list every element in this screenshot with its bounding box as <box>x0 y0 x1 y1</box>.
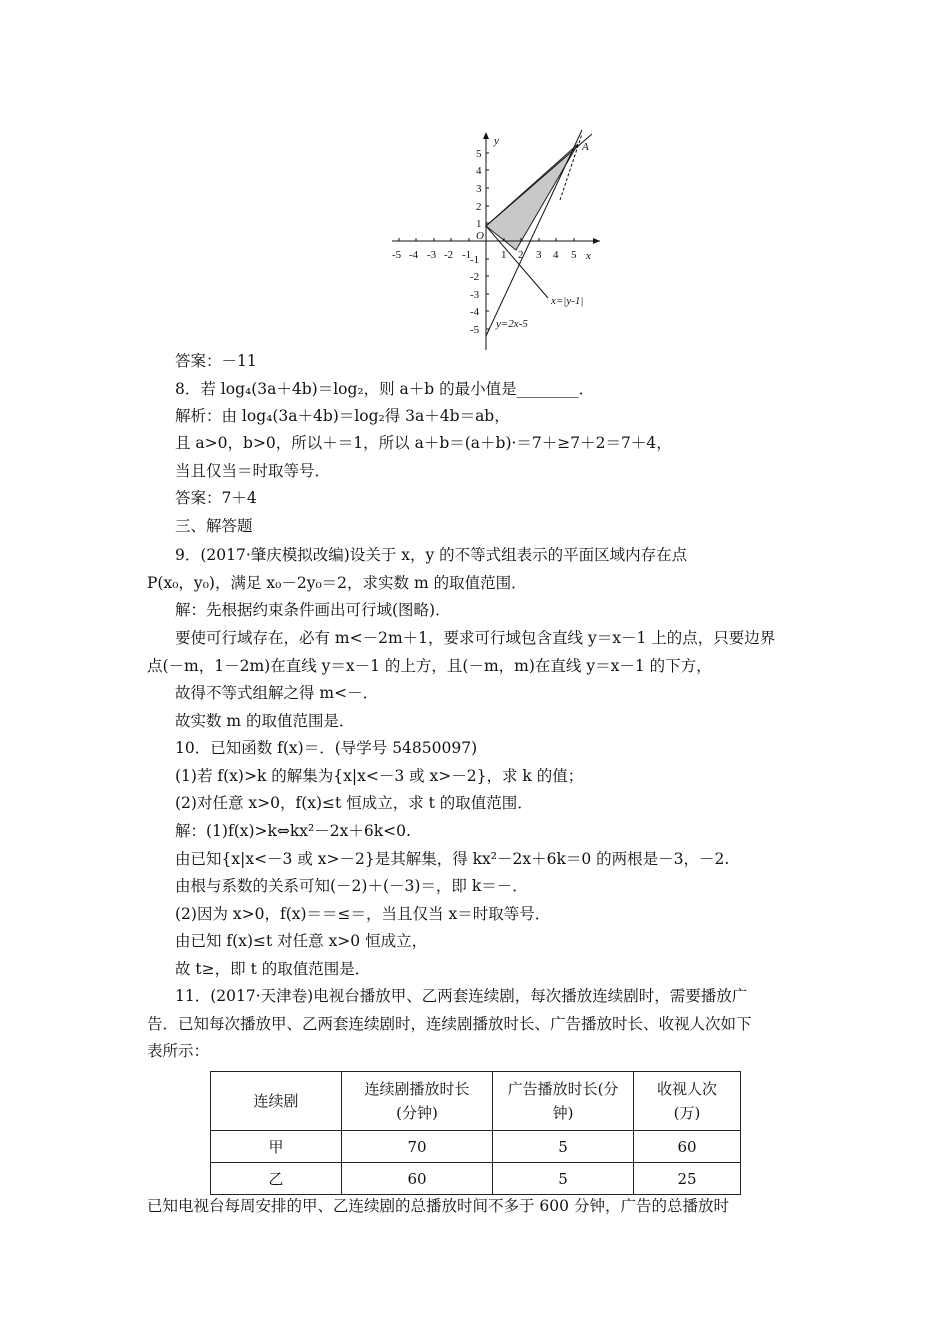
solution-10-line6: 故 t≥，即 t 的取值范围是． <box>175 960 371 978</box>
problem-11-line4: 已知电视台每周安排的甲、乙连续剧的总播放时间不多于 600 分钟，广告的总播放时 <box>147 1197 729 1215</box>
table-cell: 乙 <box>211 1163 342 1195</box>
solution-10-line4: (2)因为 x>0，f(x)＝＝≤＝，当且仅当 x＝时取等号． <box>175 905 551 923</box>
table-cell: 25 <box>634 1163 741 1195</box>
solution-8-line1: 解析：由 log₄(3a＋4b)＝log₂得 3a＋4b＝ab， <box>175 407 510 425</box>
table-cell: 70 <box>342 1131 493 1163</box>
graph-svg <box>388 122 608 352</box>
table-header-row <box>211 1072 741 1131</box>
solution-9-line4: 故得不等式组解之得 m<－． <box>175 684 379 702</box>
x-tick: -1 <box>462 249 472 261</box>
point-a-label: A <box>582 141 589 153</box>
solution-9-line3: 点(－m，1－2m)在直线 y＝x－1 的上方，且(－m，m)在直线 y＝x－1 的下方， <box>147 657 712 675</box>
origin-label: O <box>476 230 484 242</box>
problem-10-part1: (1)若 f(x)>k 的解集为{x|x<－3 或 x>－2}，求 k 的值； <box>175 767 584 785</box>
solution-10-line2: 由已知{x|x<－3 或 x>－2}是其解集，得 kx²－2x＋6k＝0 的两根是－3，－2. <box>175 850 730 868</box>
curve-label-abs: x=|y-1| <box>551 295 584 307</box>
table-cell: 60 <box>342 1163 493 1195</box>
table-header-cell: 连续剧 <box>211 1072 342 1131</box>
solution-9-line2: 要使可行域存在，必有 m<－2m＋1，要求可行域包含直线 y＝x－1 上的点，只要边界 <box>175 629 776 647</box>
shaded-region <box>486 144 578 250</box>
table-header-cell: 连续剧播放时长 (分钟) <box>342 1072 493 1131</box>
y-tick: -5 <box>470 324 480 336</box>
curve-label-linear: y=2x-5 <box>496 318 528 330</box>
table-cell: 5 <box>493 1163 634 1195</box>
x-tick: -4 <box>409 249 419 261</box>
y-tick: 2 <box>476 201 482 213</box>
table-header-cell: 收视人次 (万) <box>634 1072 741 1131</box>
solution-10-line5: 由已知 f(x)≤t 对任意 x>0 恒成立， <box>175 932 428 950</box>
table-row <box>211 1131 741 1163</box>
problem-9-line2: P(x₀，y₀)，满足 x₀－2y₀＝2，求实数 m 的取值范围． <box>147 574 527 592</box>
answer-8: 答案：7＋4 <box>175 489 257 507</box>
x-tick: 2 <box>518 249 524 261</box>
answer-7: 答案：－11 <box>175 352 257 370</box>
solution-9-line5: 故实数 m 的取值范围是． <box>175 712 355 730</box>
problem-11-line1: 11．(2017·天津卷)电视台播放甲、乙两套连续剧，每次播放连续剧时，需要播放广 <box>175 987 748 1005</box>
problem-10: 10．已知函数 f(x)＝．(导学号 54850097) <box>175 739 478 757</box>
x-axis-label: x <box>586 250 591 262</box>
x-tick: -5 <box>392 249 402 261</box>
x-tick: -3 <box>427 249 437 261</box>
section-heading: 三、解答题 <box>175 517 253 535</box>
x-tick: -2 <box>444 249 454 261</box>
y-tick: -3 <box>470 289 480 301</box>
x-tick: 5 <box>571 249 577 261</box>
table-cell: 甲 <box>211 1131 342 1163</box>
solution-8-line3: 当且仅当＝时取等号． <box>175 462 331 480</box>
y-axis-label: y <box>494 135 499 147</box>
y-tick: 3 <box>476 183 482 195</box>
problem-10-part2: (2)对任意 x>0，f(x)≤t 恒成立，求 t 的取值范围． <box>175 794 533 812</box>
y-tick: 4 <box>476 165 482 177</box>
y-tick: -2 <box>470 271 480 283</box>
y-tick: 1 <box>476 218 482 230</box>
problem-8: 8．若 log₄(3a＋4b)＝log₂，则 a＋b 的最小值是________． <box>175 380 595 398</box>
y-tick: 5 <box>476 148 482 160</box>
x-tick: 1 <box>501 249 507 261</box>
line-upper-branch <box>486 134 592 226</box>
problem-9-line1: 9．(2017·肇庆模拟改编)设关于 x，y 的不等式组表示的平面区域内存在点 <box>175 546 688 564</box>
solution-9-line1: 解：先根据约束条件画出可行域(图略)． <box>175 601 451 619</box>
solution-8-line2: 且 a>0，b>0，所以＋＝1，所以 a＋b＝(a＋b)·＝7＋≥7＋2＝7＋4， <box>175 434 672 452</box>
solution-10-line3: 由根与系数的关系可知(－2)＋(－3)＝，即 k＝－． <box>175 877 528 895</box>
table-cell: 60 <box>634 1131 741 1163</box>
region-graph <box>388 122 608 352</box>
y-tick: -1 <box>470 254 480 266</box>
x-tick: 3 <box>536 249 542 261</box>
problem-11-line3: 表所示： <box>147 1042 210 1060</box>
table-header-cell: 广告播放时长(分 钟) <box>493 1072 634 1131</box>
x-tick: 4 <box>553 249 559 261</box>
solution-10-line1: 解：(1)f(x)>k⇔kx²－2x＋6k<0. <box>175 822 411 840</box>
table-cell: 5 <box>493 1131 634 1163</box>
problem-11-line2: 告．已知每次播放甲、乙两套连续剧时，连续剧播放时长、广告播放时长、收视人次如下 <box>147 1015 752 1033</box>
series-table <box>210 1071 741 1195</box>
table-row <box>211 1163 741 1195</box>
y-tick: -4 <box>470 306 480 318</box>
